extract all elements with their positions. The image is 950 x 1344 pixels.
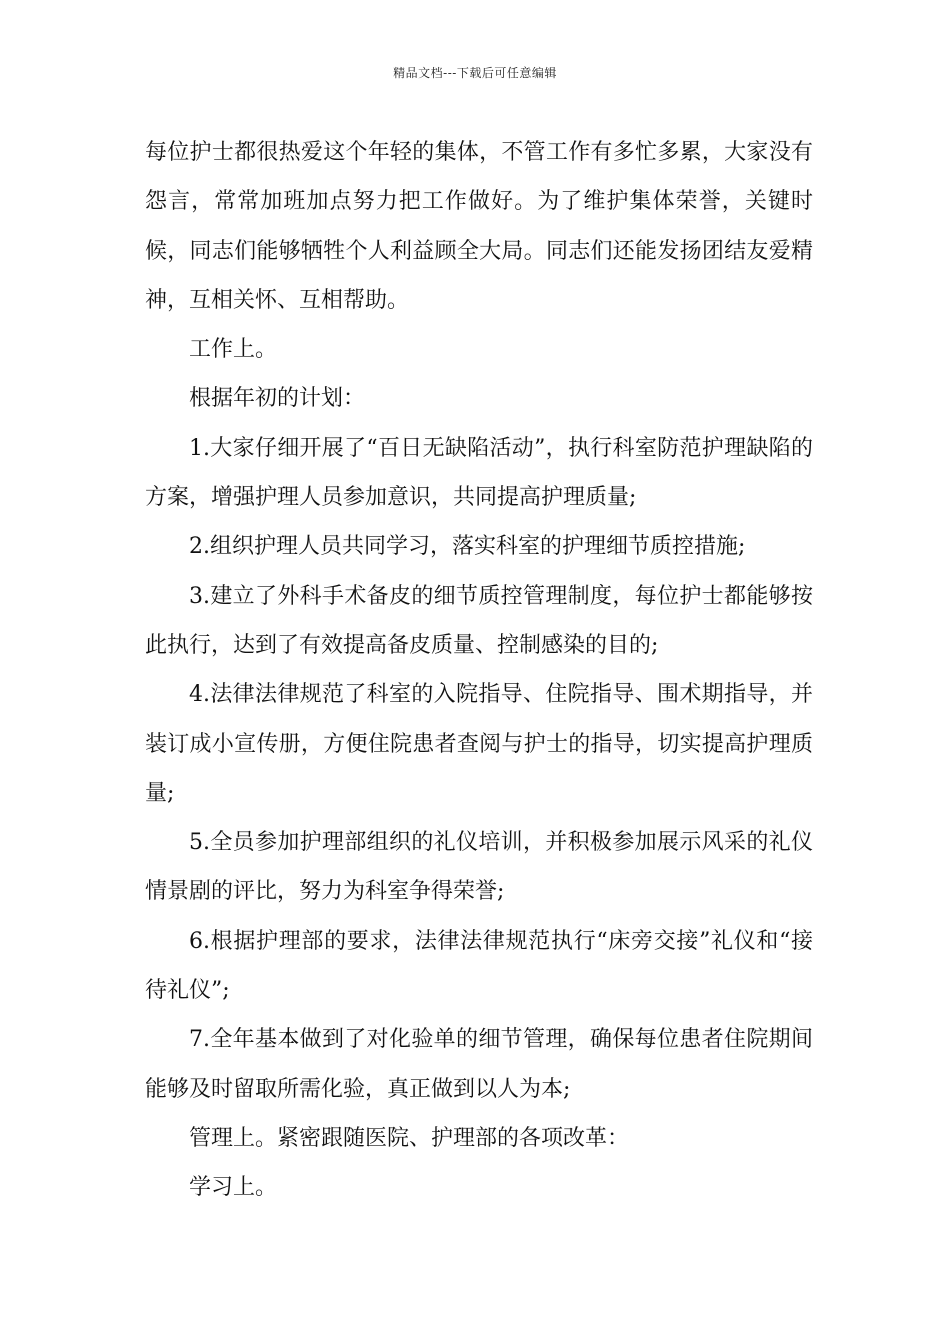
list-item-2: 2.组织护理人员共同学习，落实科室的护理细节质控措施;	[189, 534, 746, 560]
document-body	[145, 128, 813, 1213]
paragraph-1: 每位护士都很热爱这个年轻的集体，不管工作有多忙多累，大家没有怨言，常常加班加点努力把工作做好。为了维护集体荣誉，关键时候，同志们能够牺牲个人利益顾全大局。同志们还能发扬团结友爱精神，互相关怀、互相帮助。	[145, 140, 813, 313]
page-header: 精品文档---下载后可任意编辑	[393, 66, 557, 80]
list-item-1: 1.大家仔细开展了“百日无缺陷活动”，执行科室防范护理缺陷的方案，增强护理人员参加意识，共同提高护理质量;	[145, 435, 813, 511]
list-item-4: 4.法律法律规范了科室的入院指导、住院指导、围术期指导，并装订成小宣传册，方便住院患者查阅与护士的指导，切实提高护理质量;	[145, 682, 813, 806]
paragraph-management: 管理上。紧密跟随医院、护理部的各项改革：	[189, 1125, 630, 1151]
paragraph-2: 工作上。	[189, 337, 278, 363]
list-item-7: 7.全年基本做到了对化验单的细节管理，确保每位患者住院期间能够及时留取所需化验，真正做到以人为本;	[145, 1027, 813, 1102]
list-item-5: 5.全员参加护理部组织的礼仪培训，并积极参加展示风采的礼仪情景剧的评比，努力为科室争得荣誉;	[145, 830, 813, 905]
paragraph-3: 根据年初的计划：	[189, 386, 366, 412]
list-item-6: 6.根据护理部的要求，法律法律规范执行“床旁交接”礼仪和“接待礼仪”;	[145, 928, 813, 1004]
list-item-3: 3.建立了外科手术备皮的细节质控管理制度，每位护士都能够按此执行，达到了有效提高备皮质量、控制感染的目的;	[145, 583, 813, 658]
paragraph-study: 学习上。	[189, 1175, 278, 1201]
